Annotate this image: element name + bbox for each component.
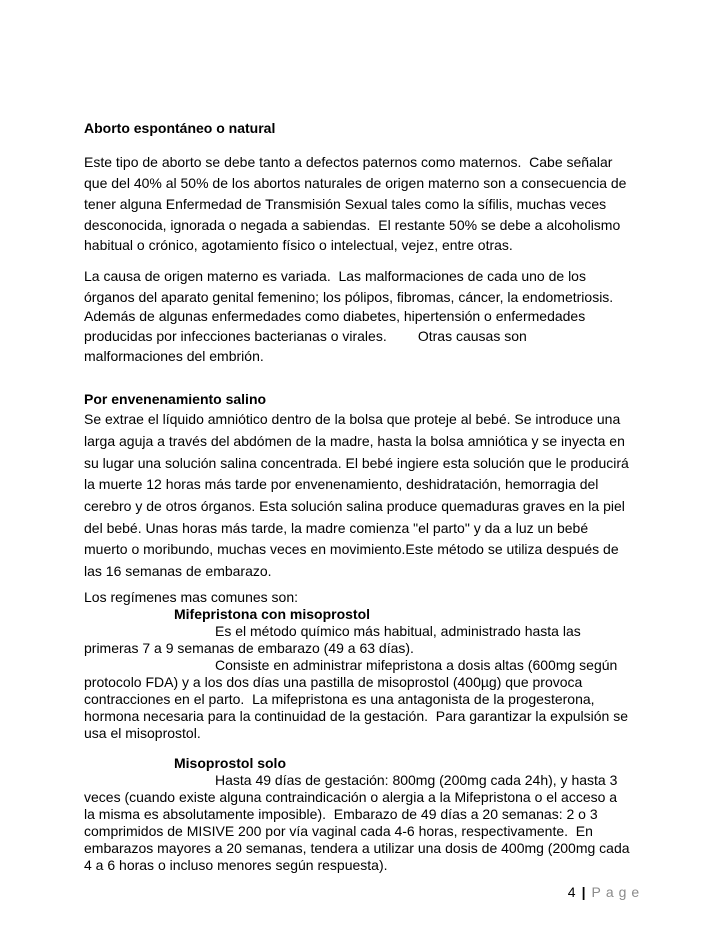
paragraph-line: embarazos mayores a 20 semanas, tendera a utilizar una dosis de 400mg (200mg cada [84, 840, 630, 856]
paragraph-line: órganos del aparato genital femenino; los pólipos, fibromas, cáncer, la endometriosis. [84, 289, 614, 305]
paragraph-line: Es el método químico más habitual, administrado hasta las [215, 623, 581, 639]
paragraph-line: protocolo FDA) y a los dos días una pastilla de misoprostol (400µg) que provoca [84, 674, 583, 690]
paragraph-line: cerebro y de otros órganos. Esta solución salina produce quemaduras graves en la piel [84, 498, 625, 514]
paragraph-line: hormona necesaria para la continuidad de la gestación. Para garantizar la expulsión se [84, 708, 629, 724]
page-footer [560, 868, 644, 900]
page-word: Page [591, 884, 645, 900]
paragraph-line: tener alguna Enfermedad de Transmisión Sexual tales como la sífilis, muchas veces [84, 196, 607, 212]
paragraph-line: 4 a 6 horas o incluso menores según respuesta). [84, 857, 388, 873]
paragraph-line: usa el misoprostol. [84, 725, 201, 741]
paragraph-line: las 16 semanas de embarazo. [84, 563, 272, 579]
paragraph-line: Consiste en administrar mifepristona a dosis altas (600mg según [215, 657, 618, 673]
heading-mifepristona-misoprostol: Mifepristona con misoprostol [174, 606, 371, 622]
paragraph-line: Hasta 49 días de gestación: 800mg (200mg cada 24h), y hasta 3 [215, 772, 618, 788]
paragraph-line: su lugar una solución salina concentrada. El bebé ingiere esta solución que le producirá [84, 455, 629, 471]
paragraph-line: muerto o moribundo, muchas veces en movimiento.Este método se utiliza después de [84, 541, 619, 557]
paragraph-line: primeras 7 a 9 semanas de embarazo (49 a 63 días). [84, 640, 414, 656]
paragraph-line: la misma es absolutamente imposible). Embarazo de 49 días a 20 semanas: 2 o 3 [84, 806, 598, 822]
page-number: 4 [567, 884, 576, 900]
heading-misoprostol-solo: Misoprostol solo [174, 755, 286, 771]
paragraph-line: veces (cuando existe alguna contraindicación o alergia a la Mifepristona o el acceso a [84, 789, 618, 805]
heading-envenenamiento-salino: Por envenenamiento salino [84, 391, 267, 407]
paragraph-line: del bebé. Unas horas más tarde, la madre comienza "el parto" y da a luz un bebé [84, 520, 589, 536]
paragraph-line: la muerte 12 horas más tarde por envenenamiento, deshidratación, hemorragia del [84, 476, 599, 492]
paragraph-line: que del 40% al 50% de los abortos naturales de origen materno son a consecuencia de [84, 175, 627, 191]
footer-separator: | [581, 884, 586, 900]
paragraph-line: habitual o crónico, agotamiento físico o intelectual, vejez, entre otras. [84, 237, 513, 253]
regimenes-intro: Los regímenes mas comunes son: [84, 589, 298, 605]
paragraph-line: Este tipo de aborto se debe tanto a defectos paternos como maternos. Cabe señalar [84, 154, 613, 170]
heading-aborto-espontaneo: Aborto espontáneo o natural [84, 120, 276, 136]
paragraph-line: larga aguja a través del abdómen de la madre, hasta la bolsa amniótica y se inyecta en [84, 433, 625, 449]
paragraph-line: desconocida, ignorada o negada a sabiendas. El restante 50% se debe a alcoholismo [84, 217, 621, 233]
paragraph-line: Se extrae el líquido amniótico dentro de la bolsa que proteje al bebé. Se introduce una [84, 411, 621, 427]
paragraph-line: Además de algunas enfermedades como diabetes, hipertensión o enfermedades [84, 308, 586, 324]
paragraph-line: contracciones en el parto. La mifepristona es una antagonista de la progesterona, [84, 691, 595, 707]
paragraph-line: comprimidos de MISIVE 200 por vía vaginal cada 4-6 horas, respectivamente. En [84, 823, 593, 839]
paragraph-line: malformaciones del embrión. [84, 348, 264, 364]
paragraph-line: producidas por infecciones bacterianas o virales. Otras causas son [84, 328, 527, 344]
paragraph-line: La causa de origen materno es variada. Las malformaciones de cada uno de los [84, 268, 586, 284]
